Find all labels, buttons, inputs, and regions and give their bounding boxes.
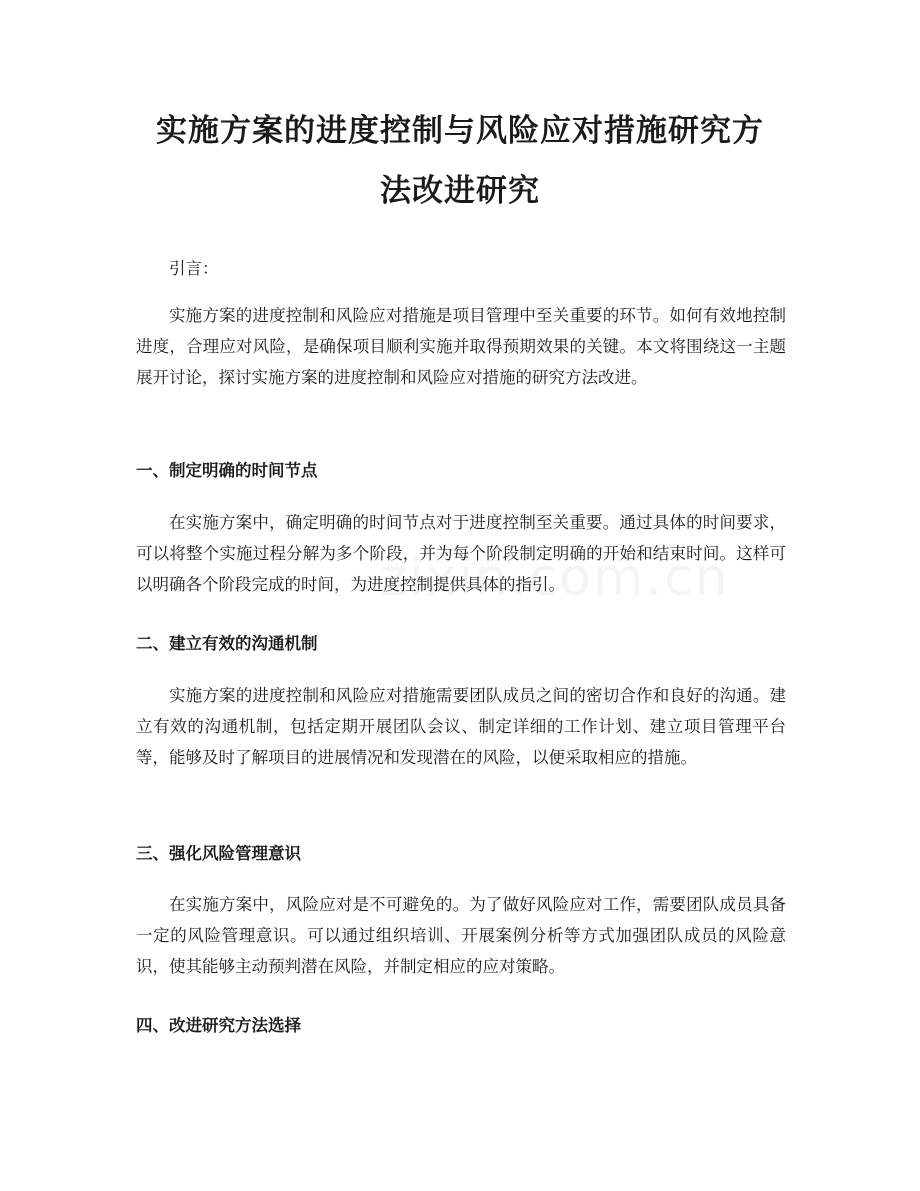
section-2-paragraph: 实施方案的进度控制和风险应对措施需要团队成员之间的密切合作和良好的沟通。建立有效的沟通机制，包括定期开展团队会议、制定详细的工作计划、建立项目管理平台等，能够及时了解项目的进展情况和发现潜在的风险，以便采取相应的措施。	[136, 686, 786, 767]
section-1-heading: 一、制定明确的时间节点	[136, 461, 318, 480]
section-3-heading: 三、强化风险管理意识	[136, 844, 301, 863]
intro-paragraph: 实施方案的进度控制和风险应对措施是项目管理中至关重要的环节。如何有效地控制进度，合理应对风险，是确保项目顺利实施并取得预期效果的关键。本文将围绕这一主题展开讨论，探讨实施方案的进度控制和风险应对措施的研究方法改进。	[136, 306, 786, 387]
section-2-heading: 二、建立有效的沟通机制	[136, 634, 318, 653]
intro-label: 引言：	[169, 259, 219, 278]
section-4-heading: 四、改进研究方法选择	[136, 1016, 301, 1035]
section-1-paragraph: 在实施方案中，确定明确的时间节点对于进度控制至关重要。通过具体的时间要求，可以将整个实施过程分解为多个阶段，并为每个阶段制定明确的开始和结束时间。这样可以明确各个阶段完成的时间，为进度控制提供具体的指引。	[136, 513, 786, 594]
document-title-line2: 法改进研究	[380, 173, 540, 209]
section-3-paragraph: 在实施方案中，风险应对是不可避免的。为了做好风险应对工作，需要团队成员具备一定的风险管理意识。可以通过组织培训、开展案例分析等方式加强团队成员的风险意识，使其能够主动预判潜在风险，并制定相应的应对策略。	[136, 895, 786, 976]
document-title-line1: 实施方案的进度控制与风险应对措施研究方	[156, 113, 764, 149]
